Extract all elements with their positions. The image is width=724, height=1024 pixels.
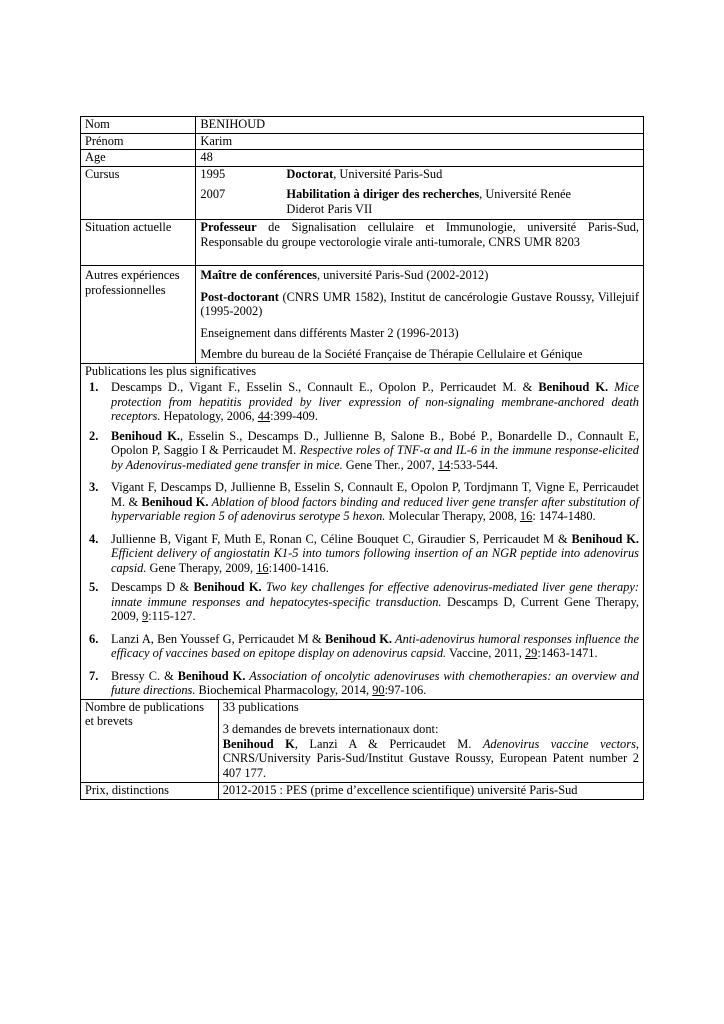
cv-document xyxy=(80,116,644,800)
value-situation xyxy=(196,220,644,266)
publication-title: Ablation of blood factors binding and reduced liver gene transfer after substitution of hypervariable region 5 of adenovirus serotype 5 hexon. xyxy=(111,494,639,523)
value-age: 48 xyxy=(196,150,644,167)
publication-item: 5. Descamps D & Benihoud K. Two key challenges for effective adenovirus-mediated liver gene therapy: innate immune responses and hepatocytes-specific transduction. Descamps D, Current Gene Therapy, 2009, 9:115-127. xyxy=(89,580,639,623)
label-prenom: Prénom xyxy=(81,133,196,150)
row-prenom xyxy=(81,133,644,150)
publication-item: 6. Lanzi A, Ben Youssef G, Perricaudet M & Benihoud K. Anti-adenovirus humoral responses influence the efficacy of vaccines based on epitope display on adenovirus capsid. Vaccine, 2011, 29:1463-1471. xyxy=(89,631,639,660)
situation-title: Professeur xyxy=(200,220,257,234)
value-prix: 2012-2015 : PES (prime d’excellence scientifique) université Paris-Sud xyxy=(218,783,643,800)
label-age: Age xyxy=(81,150,196,167)
cursus-year: 2007 xyxy=(200,187,226,201)
label-autres: Autres expériences professionnelles xyxy=(81,266,196,364)
publication-author: Benihoud K. xyxy=(571,531,639,546)
publication-number: 5. xyxy=(89,580,99,594)
publication-number: 6. xyxy=(89,631,99,646)
experience-item: Maître de conférences, université Paris-Sud (2002-2012) xyxy=(200,268,489,282)
publication-author: Benihoud K. xyxy=(324,631,392,646)
cursus-item xyxy=(200,187,639,202)
publication-item: 3. Vigant F, Descamps D, Jullienne B, Esselin S, Connault E, Opolon P, Tordjmann T, Vigne E, Perricaudet M. & Benihoud K. Ablation of blood factors binding and reduced liver gene transfer after substitution of hypervariable region 5 of adenovirus serotype 5 hexon. Molecular Therapy, 2008, 16: 1474-1480. xyxy=(89,480,639,523)
publication-volume: 90 xyxy=(372,683,385,697)
publication-title: Two key challenges for effective adenovirus-mediated liver gene therapy: innate immune responses and hepatocytes-specific transduction. xyxy=(111,580,639,609)
publication-volume: 14 xyxy=(437,457,451,472)
publication-author: Benihoud K. xyxy=(111,428,180,443)
publication-number: 3. xyxy=(89,480,99,494)
publication-title: Mice protection from hepatitis provided by liver expression of non-signaling membrane-anchored death receptors. xyxy=(111,380,639,423)
value-nombre xyxy=(218,699,643,783)
cursus-degree: Habilitation à diriger des recherches xyxy=(286,187,480,201)
row-situation xyxy=(81,220,644,266)
value-cursus xyxy=(196,166,644,220)
publication-volume: 16 xyxy=(519,509,533,523)
publication-author: Benihoud K. xyxy=(177,668,246,683)
row-nom xyxy=(81,117,644,134)
label-cursus: Cursus xyxy=(81,166,196,220)
publication-item: 1. Descamps D., Vigant F., Esselin S., Connault E., Opolon P., Perricaudet M. & Benihoud K. Mice protection from hepatitis provided by liver expression of non-signaling membrane-anchored death receptors. Hepatology, 2006, 44:399-409. xyxy=(89,380,639,423)
experience-item: Membre du bureau de la Société Française de Thérapie Cellulaire et Génique xyxy=(200,347,583,361)
cursus-institution-cont: Diderot Paris VII xyxy=(286,201,373,216)
label-nombre: Nombre de publications et brevets xyxy=(81,699,219,783)
value-nom: BENIHOUD xyxy=(196,117,644,134)
publication-item: 4. Jullienne B, Vigant F, Muth E, Ronan C, Céline Bouquet C, Giraudier S, Perricaudet M & Benihoud K. Efficient delivery of angiostatin K1-5 into tumors following insertion of an NGR peptide into adenovirus capsid. Gene Therapy, 2009, 16:1400-1416. xyxy=(89,531,639,575)
experience-item: Post-doctorant (CNRS UMR 1582), Institut de cancérologie Gustave Roussy, Villejuif (1995-2002) xyxy=(200,289,639,318)
publication-item: 2. Benihoud K., Esselin S., Descamps D., Jullienne B, Salone B., Bobé P., Bonardelle D., Connault E, Opolon P, Saggio I & Perricaudet M. Respective roles of TNF-α and IL-6 in the immune response-elicited by Adenovirus-mediated gene transfer in mice. Gene Ther., 2007, 14:533-544. xyxy=(89,428,639,472)
publication-number: 2. xyxy=(89,428,99,443)
brevet-item: Benihoud K, Lanzi A & Perricaudet M. Adenovirus vaccine vectors, CNRS/University Paris-Sud/Institut Gustave Roussy, European Patent number 2 407 177. xyxy=(222,736,640,780)
cursus-institution: , Université Renée xyxy=(479,187,572,201)
experience-item: Enseignement dans différents Master 2 (1996-2013) xyxy=(200,325,459,340)
label-situation: Situation actuelle xyxy=(81,220,196,266)
publications-cell xyxy=(81,363,644,699)
publication-title: Respective roles of TNF-α and IL-6 in the immune response-elicited by Adenovirus-mediated gene transfer in mice. xyxy=(111,443,639,472)
cursus-institution: , Université Paris-Sud xyxy=(333,166,443,181)
publication-author: Benihoud K. xyxy=(538,380,609,394)
label-nom: Nom xyxy=(81,117,196,134)
publications-list xyxy=(85,380,639,698)
publication-volume: 29 xyxy=(524,646,538,660)
cv-table-bottom xyxy=(80,699,644,800)
publication-count: 33 publications xyxy=(222,699,299,714)
situation-text: de Signalisation cellulaire et Immunologie, université Paris-Sud, Responsable du groupe vectorologie virale anti-tumorale, CNRS UMR 8203 xyxy=(200,220,639,249)
value-prenom: Karim xyxy=(196,133,644,150)
row-cursus xyxy=(81,166,644,220)
row-publications xyxy=(81,363,644,699)
brevets-intro: 3 demandes de brevets internationaux dont: xyxy=(222,722,439,736)
cursus-year: 1995 xyxy=(200,166,226,181)
publication-volume: 9 xyxy=(141,609,149,623)
cv-table xyxy=(80,116,644,700)
row-age xyxy=(81,150,644,167)
row-autres xyxy=(81,266,644,364)
publication-number: 4. xyxy=(89,531,99,546)
row-nombre xyxy=(81,699,644,783)
label-prix: Prix, distinctions xyxy=(81,783,219,800)
row-prix xyxy=(81,783,644,800)
publication-title: Anti-adenovirus humoral responses influence the efficacy of vaccines based on epitope display on adenovirus capsid. xyxy=(111,631,639,660)
publication-item: 7. Bressy C. & Benihoud K. Association of oncolytic adenoviruses with chemotherapies: an overview and future directions. Biochemical Pharmacology, 2014, 90:97-106. xyxy=(89,668,640,697)
publications-heading: Publications les plus significatives xyxy=(85,363,257,378)
value-autres xyxy=(196,266,644,364)
publication-title: Association of oncolytic adenoviruses with chemotherapies: an overview and future directions. xyxy=(111,668,640,697)
publication-author: Benihoud K. xyxy=(141,494,209,509)
publication-title: Efficient delivery of angiostatin K1-5 into tumors following insertion of an NGR peptide into adenovirus capsid. xyxy=(111,546,639,575)
publication-number: 1. xyxy=(89,380,99,394)
cursus-degree: Doctorat xyxy=(286,166,334,181)
publication-author: Benihoud K. xyxy=(193,580,262,594)
publication-number: 7. xyxy=(89,668,99,683)
cursus-item xyxy=(200,167,639,182)
publication-volume: 44 xyxy=(257,409,271,423)
publication-volume: 16 xyxy=(256,560,269,575)
